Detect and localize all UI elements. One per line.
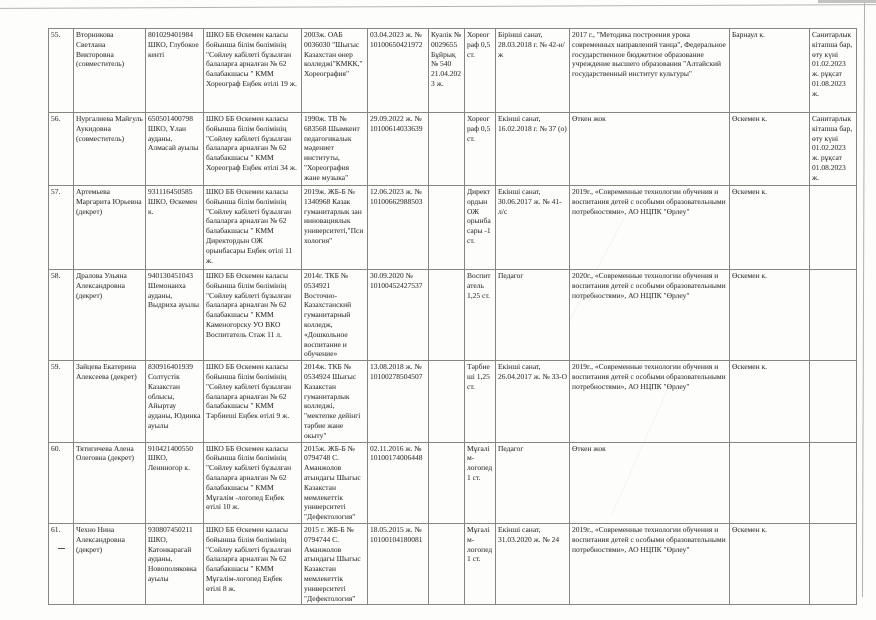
cell-certificate [429, 523, 465, 604]
cell-row-number: 55. [49, 29, 74, 113]
cell-sanitary-book [810, 270, 857, 361]
cell-iin-address: 940130451043 Шемонаиха ауданы, Выдриха ауылы [146, 270, 204, 361]
cell-attestation-number: 29.09.2022 ж. № 10100614033639 [368, 113, 429, 186]
cell-iin-address: 931116450585 ШКО, Өскемен к. [146, 186, 204, 270]
cell-courses: 2020г., «Современные технологии обучения и воспитания детей с особыми образовательными потребностями», АО НЦПК "Өрлеу" [570, 270, 730, 361]
cell-city: Өскемен к. [730, 361, 810, 442]
table-row [49, 186, 857, 270]
cell-row-number: 56. [49, 113, 74, 186]
cell-full-name: Тятигичева Алена Олеговна (декрет) [74, 442, 146, 523]
cell-row-number: 59. [49, 361, 74, 442]
cell-education: 2014ж. ТКБ № 0534924 Шыгыс Казакстан гуманитарлык колледжі, "мектепке дейінгі тәрбие жане окыту" [302, 361, 368, 442]
cell-staff-position: Хореограф 0,5 ст. [465, 29, 496, 113]
cell-city: Өскемен к. [730, 523, 810, 604]
table-row [49, 523, 857, 604]
cell-city: Өскемен к. [730, 270, 810, 361]
cell-staff-position: Воспитатель 1,25 ст. [465, 270, 496, 361]
cell-sanitary-book: Санитарлык кітапша бар, өту күні 01.02.2023 ж. рұқсат 01.08.2023 ж. [810, 113, 857, 186]
cell-iin-address: 910421400550 ШКО, Лениногор к. [146, 442, 204, 523]
cell-category: Екінші санат, 16.02.2018 г. № 37 (о) [496, 113, 570, 186]
cell-category: Педагог [496, 270, 570, 361]
cell-staff-position: Мұғалім-логопед 1 ст. [465, 442, 496, 523]
cell-courses: Өткен жок [570, 442, 730, 523]
cell-workplace: ШКО ББ Өскемен каласы бойынша білім бөлімінің "Сөйлеу кабілеті бұзылған балаларға арналған № 62 балабакшасы " КММ Каменогорску УО ВКО Воспитатель Стаж 11 л. [204, 270, 302, 361]
cell-full-name: Дралова Ульяна Александровна (декрет) [74, 270, 146, 361]
cell-workplace: ШКО ББ Өскемен каласы бойынша білім бөлімінің "Сөйлеу кабілеті бұзылған балаларға арналған № 62 балабакшасы " КММ Мұғалім -логопед Еңбек өтілі 10 ж. [204, 442, 302, 523]
cell-full-name: Артемьева Маргарита Юрьевна (декрет) [74, 186, 146, 270]
cell-courses: 2019г., «Современные технологии обучения и воспитания детей с особыми образовательными потребностями», АО НЦПК "Өрлеу" [570, 186, 730, 270]
cell-education: 1990ж. ТВ № 683568 Шымкент педагогикалык мәдениет институты, "Хореография жане музыка" [302, 113, 368, 186]
cell-workplace: ШКО ББ Өскемен каласы бойынша білім бөлімінің "Сөйлеу кабілеті бұзылған балаларға арналған № 62 балабакшасы " КММ Тәрбиеші Еңбек өтілі 9 ж. [204, 361, 302, 442]
cell-row-number: 57. [49, 186, 74, 270]
cell-staff-position: Хореограф 0,5 ст. [465, 113, 496, 186]
cell-attestation-number: 02.11.2016 ж. № 10100174006448 [368, 442, 429, 523]
cell-education: 2019ж. ЖБ-Б № 1340968 Казак гуманитарлык зан инновациялык университеті,"Психология" [302, 186, 368, 270]
cell-city: Барнаул к. [730, 29, 810, 113]
cell-courses: 2019г., «Современные технологии обучения и воспитания детей с особыми образовательными потребностями», АО НЦПК "Өрлеу" [570, 523, 730, 604]
cell-iin-address: 930807450211 ШКО, Катонкарагай ауданы, Новополяковка ауылы [146, 523, 204, 604]
staff-table [48, 28, 857, 605]
cell-courses: 2019г., «Современные технологии обучения и воспитания детей с особыми образовательными потребностями», АО НЦПК "Өрлеу" [570, 361, 730, 442]
cell-attestation-number: 18.05.2015 ж. № 10100104180081 [368, 523, 429, 604]
cell-category: Екінші санат, 31.03.2020 ж. № 24 [496, 523, 570, 604]
cell-row-number: 58. [49, 270, 74, 361]
table-row [49, 113, 857, 186]
scan-right-edge-line [862, 0, 865, 597]
table-row [49, 29, 857, 113]
cell-full-name: Зайцева Екатерина Алексеева (декрет) [74, 361, 146, 442]
cell-full-name: Нургалиева Майгуль Аукидовна (совместитель) [74, 113, 146, 186]
cell-education: 2015ж. ЖБ-Б № 0794748 С. Аманжолов атындагы Шыгыс Казакстан мемлекеттік университеті "Дефектология" [302, 442, 368, 523]
cell-workplace: ШКО ББ Өскемен каласы бойынша білім бөлімінің "Сөйлеу кабілеті бұзылған балаларға арналған № 62 балабакшасы " КММ Директордын ОЖ орынбасары Еңбек өтілі 11 ж. [204, 186, 302, 270]
scan-top-edge-line [0, 4, 876, 9]
cell-city: Өскемен к. [730, 113, 810, 186]
cell-attestation-number: 03.04.2023 ж. № 10100650421972 [368, 29, 429, 113]
cell-workplace: ШКО ББ Өскемен каласы бойынша білім бөлімінің "Сөйлеу кабілеті бұзылған балаларға арналған № 62 балабакшасы " КММ Хореограф Еңбек өтілі 34 ж. [204, 113, 302, 186]
cell-certificate [429, 270, 465, 361]
cell-city [730, 442, 810, 523]
cell-staff-position: Мұғалім-логопед 1 ст. [465, 523, 496, 604]
cell-staff-position: Директордын ОЖ орынбасары -1 ст. [465, 186, 496, 270]
cell-education: 2015 г. ЖБ-Б № 0794744 С. Аманжолов атындагы Шыгыс Казакстан мемлекеттік университеті "Дефектология" [302, 523, 368, 604]
cell-certificate: Куәлік № 0029655 Бұйрық № 540 21.04.2023 ж. [429, 29, 465, 113]
cell-workplace: ШКО ББ Өскемен каласы бойынша білім бөлімінің "Сөйлеу кабілеті бұзылған балаларға арналған № 62 балабакшасы " КММ Мұғалім-логопед Еңбек өтілі 8 ж. [204, 523, 302, 604]
cell-category: Бірінші санат, 28.03.2018 г. № 42-н/ж [496, 29, 570, 113]
cell-staff-position: Тәрбиеші 1,25 ст. [465, 361, 496, 442]
cell-courses: 2017 г., "Методика построения урока современных направлений танца", Федеральное государственное бюджетное образование учреждение высшего образования "Алтайский государственный институт культуры" [570, 29, 730, 113]
table-row [49, 270, 857, 361]
cell-category: Екінші санат, 26.04.2017 ж. № 33-О [496, 361, 570, 442]
table-row [49, 442, 857, 523]
cell-full-name: Чехно Нина Александровна (декрет) [74, 523, 146, 604]
cell-courses: Өткен жок [570, 113, 730, 186]
cell-certificate [429, 442, 465, 523]
cell-category: Екінші санат, 30.06.2017 ж. № 41-л/с [496, 186, 570, 270]
cell-workplace: ШКО ББ Өскемен каласы бойынша білім бөлімінің "Сөйлеу кабілеті бұзылған балаларға арналған № 62 балабакшасы " КММ Хореограф Еңбек өтілі 19 ж. [204, 29, 302, 113]
cell-row-number: 60. [49, 442, 74, 523]
table-row [49, 361, 857, 442]
cell-certificate [429, 186, 465, 270]
cell-sanitary-book [810, 361, 857, 442]
scan-corner-mark [818, 0, 876, 3]
cell-attestation-number: 13.08.2018 ж. № 10100278504507 [368, 361, 429, 442]
cell-category: Педагог [496, 442, 570, 523]
cell-education: 2014г. ТКБ № 0534921 Восточно- Казахстанский гуманитарный колледж, «Дошкольное воспитание и обучение» [302, 270, 368, 361]
cell-certificate [429, 113, 465, 186]
cell-certificate [429, 361, 465, 442]
cell-full-name: Вторникова Светлана Викторовна (совместитель) [74, 29, 146, 113]
cell-city: Өскемен к. [730, 186, 810, 270]
cell-iin-address: 830916401939 Солтүстік Казакстан облысы, Айыртау ауданы, Юдинка ауылы [146, 361, 204, 442]
cell-row-number: 61. [49, 523, 74, 604]
cell-attestation-number: 30.09.2020 № 10100452427537 [368, 270, 429, 361]
cell-attestation-number: 12.06.2023 ж. № 10100662988503 [368, 186, 429, 270]
cell-sanitary-book [810, 442, 857, 523]
cell-sanitary-book [810, 186, 857, 270]
cell-sanitary-book: Санитарлык кітапша бар, өту күні 01.02.2023 ж. рұқсат 01.08.2023 ж. [810, 29, 857, 113]
cell-iin-address: 650501400798 ШКО, Ұлан ауданы, Алмасай ауылы [146, 113, 204, 186]
cell-education: 2003ж. ОАБ 0036030 "Шыгыс Казахстан өнер колледжі"КМКК," Хореография" [302, 29, 368, 113]
cell-sanitary-book [810, 523, 857, 604]
cell-iin-address: 801029401984 ШКО, Глубокое кенті [146, 29, 204, 113]
